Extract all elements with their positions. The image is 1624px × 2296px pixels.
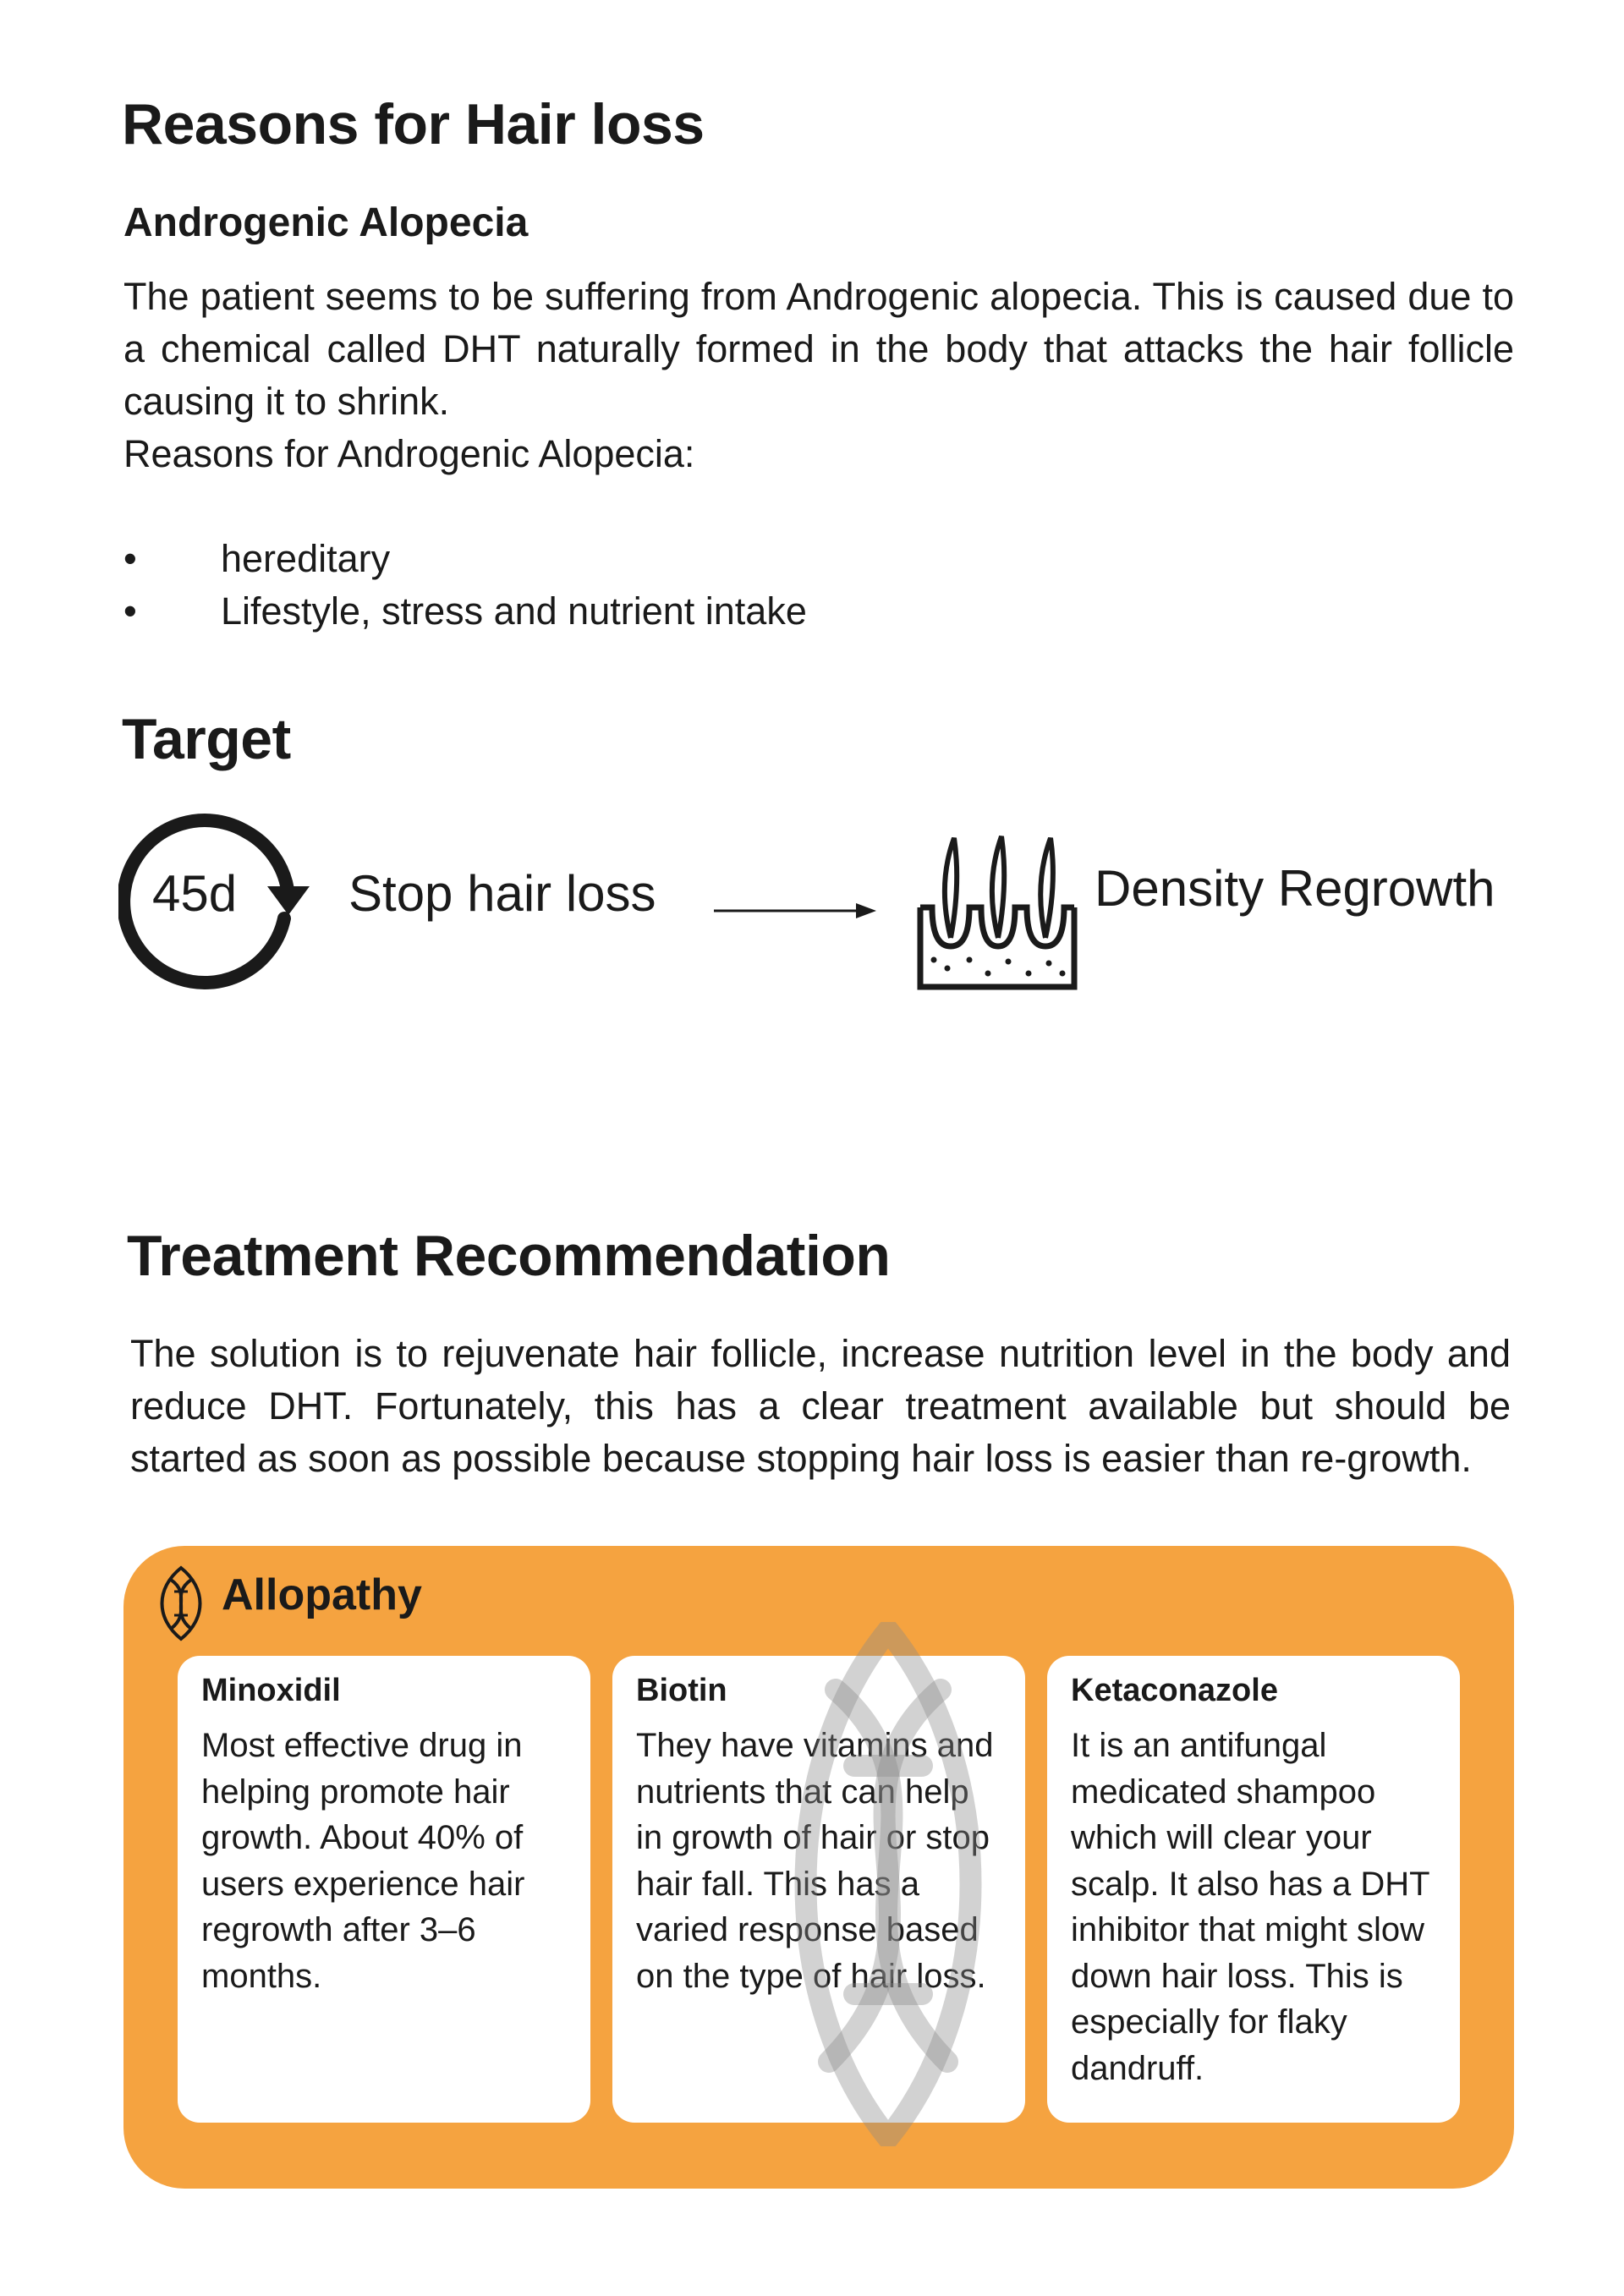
section-subtitle: Androgenic Alopecia bbox=[123, 200, 529, 245]
list-item bbox=[123, 533, 807, 585]
page-title: Reasons for Hair loss bbox=[122, 92, 705, 156]
allopathy-panel bbox=[123, 1546, 1514, 2189]
treatment-card-minoxidil bbox=[178, 1656, 590, 2123]
bullet-dot: • bbox=[123, 537, 137, 580]
list-item bbox=[123, 585, 807, 638]
list-item-text: hereditary bbox=[221, 537, 391, 580]
dna-leaf-icon bbox=[149, 1563, 213, 1648]
card-title: Ketaconazole bbox=[1071, 1673, 1278, 1708]
card-title: Biotin bbox=[636, 1673, 727, 1708]
allopathy-title: Allopathy bbox=[222, 1570, 422, 1619]
arrow-right-icon bbox=[710, 898, 880, 928]
target-title: Target bbox=[122, 707, 291, 771]
card-body: Most effective drug in helping promote hair growth. About 40% of users experience hair regrowth after 3–6 months. bbox=[201, 1727, 525, 1995]
reasons-list-intro: Reasons for Androgenic Alopecia: bbox=[123, 432, 695, 475]
treatment-card-ketaconazole bbox=[1047, 1656, 1460, 2123]
hair-follicle-icon bbox=[914, 833, 1083, 998]
list-item-text: Lifestyle, stress and nutrient intake bbox=[221, 589, 807, 633]
card-body: They have vitamins and nutrients that can help in growth of hair or stop hair fall. This has a varied response based on the type of hair loss. bbox=[636, 1727, 994, 1995]
card-body: It is an antifungal medicated shampoo which will clear your scalp. It also has a DHT inhibitor that might slow down hair loss. This is especially for flaky dandruff. bbox=[1071, 1727, 1429, 2087]
reasons-paragraph bbox=[123, 271, 1514, 480]
treatment-title: Treatment Recommendation bbox=[127, 1224, 891, 1288]
bullet-dot: • bbox=[123, 589, 137, 633]
goal-density-regrowth: Density Regrowth bbox=[1095, 860, 1495, 917]
treatment-card-biotin bbox=[612, 1656, 1025, 2123]
reasons-description: The patient seems to be suffering from Androgenic alopecia. This is caused due to a chemical called DHT naturally formed in the body that attacks the hair follicle causing it to shrink. bbox=[123, 275, 1514, 423]
reasons-list bbox=[123, 533, 807, 638]
goal-stop-hair-loss: Stop hair loss bbox=[348, 865, 656, 922]
card-title: Minoxidil bbox=[201, 1673, 341, 1708]
treatment-description: The solution is to rejuvenate hair follicle, increase nutrition level in the body and reduce DHT. Fortunately, this has a clear treatment available but should be started as soon as possible because stopping hair loss is easier than re-growth. bbox=[130, 1332, 1511, 1480]
days-label: 45d bbox=[152, 865, 238, 922]
